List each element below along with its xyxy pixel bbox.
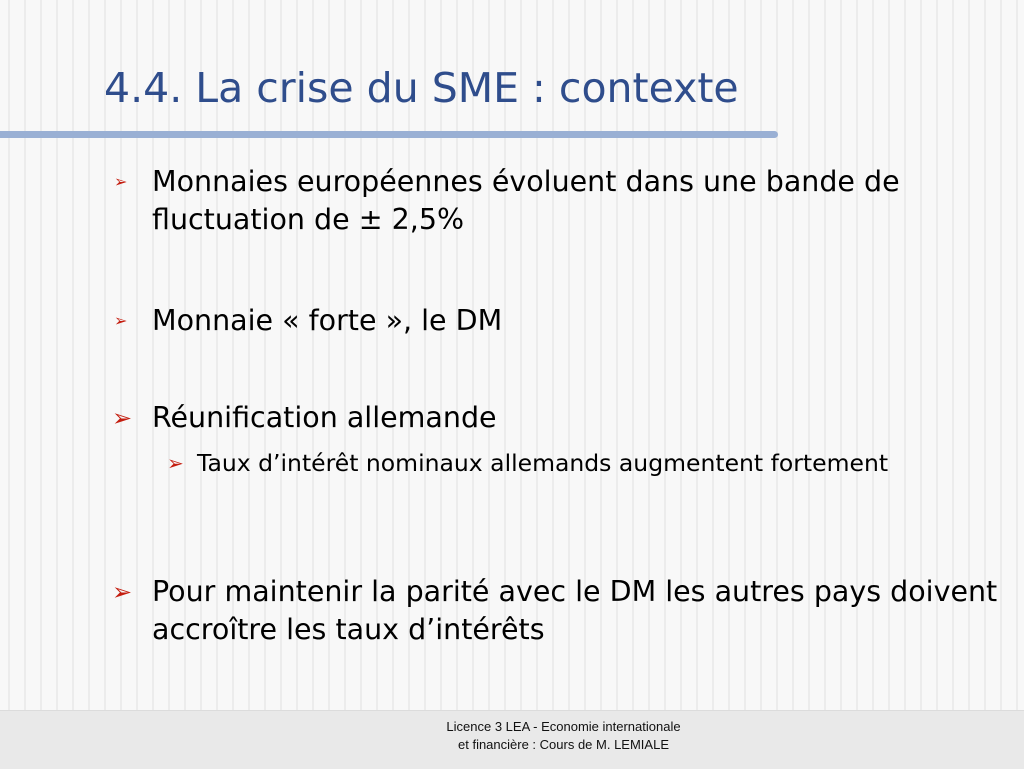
bullet-text: Pour maintenir la parité avec le DM les autres pays doivent accroître les taux d’intérêts [152,575,998,646]
bullet-item-reunification [112,399,1002,437]
footer [0,710,1024,769]
sub-bullet-text: Taux d’intérêt nominaux allemands augmentent fortement [197,449,889,477]
bullet-text: Monnaies européennes évoluent dans une bande de fluctuation de ± 2,5% [152,165,900,236]
arrow-bullet-icon: ➢ [112,578,133,606]
slide-title: 4.4. La crise du SME : contexte [104,64,739,112]
arrow-bullet-icon: ➢ [114,311,128,330]
footer-line-2: et financière : Cours de M. LEMIALE [458,737,669,752]
bullet-item-strong-currency [114,302,1002,340]
bullet-text: Monnaie « forte », le DM [152,304,503,337]
arrow-bullet-icon: ➢ [114,172,128,191]
bullet-item-fluctuation-band [114,163,1002,239]
footer-text [0,718,1024,754]
arrow-sub-bullet-icon: ➢ [167,451,184,475]
footer-line-1: Licence 3 LEA - Economie internationale [446,719,681,734]
arrow-bullet-icon: ➢ [112,404,133,432]
bullet-text: Réunification allemande [152,401,497,434]
bullet-item-parity [112,573,1002,649]
sub-bullet-item-interest-rates [167,447,917,479]
